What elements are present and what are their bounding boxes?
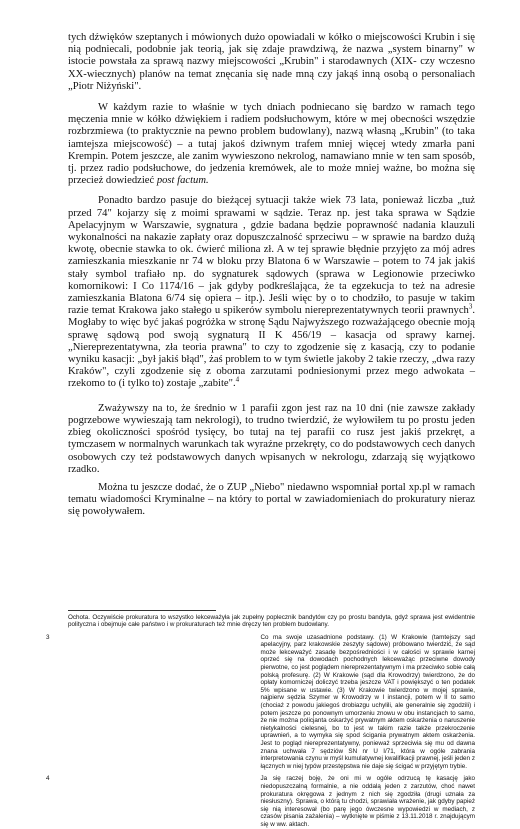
footnote-ref-4: 4 [235,375,240,384]
paragraph-3 [68,195,475,390]
footnote-4-text: Ja się raczej boję, że oni mi w ogóle odrzucą tę kasację jako niedopuszczalną formalnie, a nie oddalą jeden z zarzutów, choć nawet prokuratura okręgowa z jednym z nich się zgodziła (drugi uznała za niesłuszny). Sprawa, o którą tu chodzi, sprawiała wrażenie, jak gdyby papież się nią interesował (bo parę jego ówczesne wypowiedzi w mediach, z czasów pisania zażalenia) – wytknięte w piśmie z 13.11.2018 r. znajdującym się w ww. aktach. [260,775,475,828]
paragraph-1: tych dźwięków szeptanych i mówionych dużo opowiadali w kółko o miejscowości Krubin i się nią podniecali, podobnie jak teorią, jak się zdaje prawdziwą, że nazwa „system binarny" w istocie powstała za sprawą nazwy miejscowości „Krubin" i starodawnych (XIX- czy wczesno XX-wiecznych) planów na temat znęcania się nade mną czy jakąś inną osobą o personaliach „Piotr Niżyński". [68,32,475,92]
footnote-4 [46,775,475,828]
footnote-4-number: 4 [46,775,50,783]
footnote-3-number: 3 [46,633,50,641]
paragraph-4: Zważywszy na to, że średnio w 1 parafii zgon jest raz na 10 dni (nie zawsze zakłady pogrzebowe wywieszają tam nekrologi), to trudno twierdzić, że wyłowiłem tu po prostu jeden zbieg okoliczności spośród tysięcy, bo tutaj na tej parafii co rusz jest jakiś przekręt, a tymczasem w normalnych warunkach tak wyraźne przekręty, co do podstawowych cech danych osobowych czy też podstawowych danych wpisanych w nekrologu, zdarzają się wyjątkowo rzadko. [68,402,475,475]
paragraph-2 [68,102,475,187]
paragraph-2-italic: post factum. [156,175,209,187]
paragraph-2-text: W każdym razie to właśnie w tych dniach podniecano się bardzo w ramach tego męczenia mnie w kółko dźwiękiem i radiem podsłuchowym, które w mej obecności wszędzie rozbrzmiewa (to praktycznie na pewno problem budowlany), nazwą własną „Krubin" (to taka iamtejsza miejscowość) – a tutaj jakoś dziwnym trafem mniej więcej wtedy zmarła pani Krempin. Potem jeszcze, ale zanim wywieszono nekrolog, namawiano mnie w ten sam sposób, tj. przez radio podsłuchowe, do jedzenia kremówek, ale to może mniej ważne, bo można się przecież dowiedzieć [68,102,475,187]
footnote-3-text: Co ma swoje uzasadnione podstawy. (1) W Krakowie (tamtejszy sąd apelacyjny, parz krakowskie zeszyty sądowe) próbowano twierdzić, że sąd może lekceważyć zasadę bezpośredniości i w całości w sprawie karnej oprzeć się na dowodach pochodnych lekceważąc przeciwne dowody pierwotne, co jest poglądem niereprezentatywnym i ma przeciwko sobie całą polską profesurę. (2) W Krakowie (sąd dla Krowodrzy) twierdzono, że do opłaty komorniczej doliczyć trzeba jeszcze VAT i powiększyć o ten podatek 5% wpisane w ustawie. (3) W Krakowie twierdzono w mojej sprawie, najpierw sędzia Szymer w Krowodrzy w I instancji, potem w II to samo (chociaż z powodu jakiegoś drobiazgu uchylili, ale generalnie się zgodzili) i potem jeszcze po ponownym umorzeniu znowu w obu instancjach to samo, że nie można policjanta oskarżyć prywatnym aktem oskarżenia o naruszenie nietykalności cielesnej, bo to jest w takim razie także przekroczenie uprawnień, a to wymyka się spod ścigania prywatnym aktem oskarżenia. Jest to pogląd niereprezentatywny, ponieważ sprzeciwia się mu od dawna znana uchwała 7 sędziów SN nr U I/71, która w ogóle zabrania interpretowania czynu w myśl kumulatywnej kwalifikacji prawnej, jeśli jeden z łącznych w niej typów przestępstwa nie daje się ścigać w przyjętym trybie. [260,633,475,770]
footnote-ref-3: 3 [468,302,473,311]
document-page [0,32,520,828]
footnote-separator [68,610,216,611]
footnote-continuation: Ochota. Oczywiście prokuratura to wszystko lekceważyła jak zupełny poplecznik bandytów czy po prostu bandyta, gdyż sprawa jest ewidentnie polityczna i obejmuje całe państwo i w prokuraturach też mnie dręczy ten problem budowlany. [68,613,475,629]
paragraph-5: Można tu jeszcze dodać, że o ZUP „Niebo" niedawno wspomniał portal xp.pl w ramach tematu wiadomości Kryminalne – na który to portal w zawiadomieniach do prokuratury nieraz się powoływałem. [68,481,475,518]
paragraph-3-text-a: Ponadto bardzo pasuje do bieżącej sytuacji także wiek 73 lata, ponieważ liczba „tuż przed 74" kojarzy się z moimi sprawami w sądzie. Teraz np. jest taka sprawa w Sądzie Apelacyjnym w Warszawie, sygnatura , gdzie badana będzie poprawność nadania klauzuli wykonalności na nakazie zapłaty oraz dopuszczalność sprzeciwu – w sprawie na bardzo dużą kwotę, obecnie stawka to ok. ćwierć miliona zł. A w tej sprawie błędnie przyjęto za mój adres zamieszkania mieszkanie nr 74 w bloku przy Blatona 6 w Warszawie – potem to 74 jak jakiś stały symbol trafiało np. do sygnaturek sądowych (sprawa w Legionowie przeciwko komornikowi: I Co 1174/16 – jak gdyby podkreślająca, że ta egzekucja to też na adresie zamieszkania Blatona 6/74 się opiera – itp.). Jeśli więc by o to chodziło, to pasuje w takim razie temat Krakowa jako stałego u spikerów symbolu niereprezentatywnych teorii prawnych [68,195,475,317]
paragraph-3-text-b: . Mogłaby to więc być jakaś pogróżka w stronę Sądu Najwyższego rozważającego obecnie moją sprawę sądową pod swoją sygnaturą II K 456/19 – kasacja od sprawy karnej. „Niereprezentatywna, zła teoria prawna" to czy to zgodzenie się z kasacją, czy to podanie wyniku kasacji: „był jakiś błąd", żaś problem to w tym świetle jakoby 2 takie rzeczy, „dwa razy Kraków", czyli zgodzenie się z oboma zarzutami podniesionymi przez mego adwokata – rzekomo to (i tylko to) zostaje „zabite". [68,305,475,390]
footnote-3 [46,633,475,771]
